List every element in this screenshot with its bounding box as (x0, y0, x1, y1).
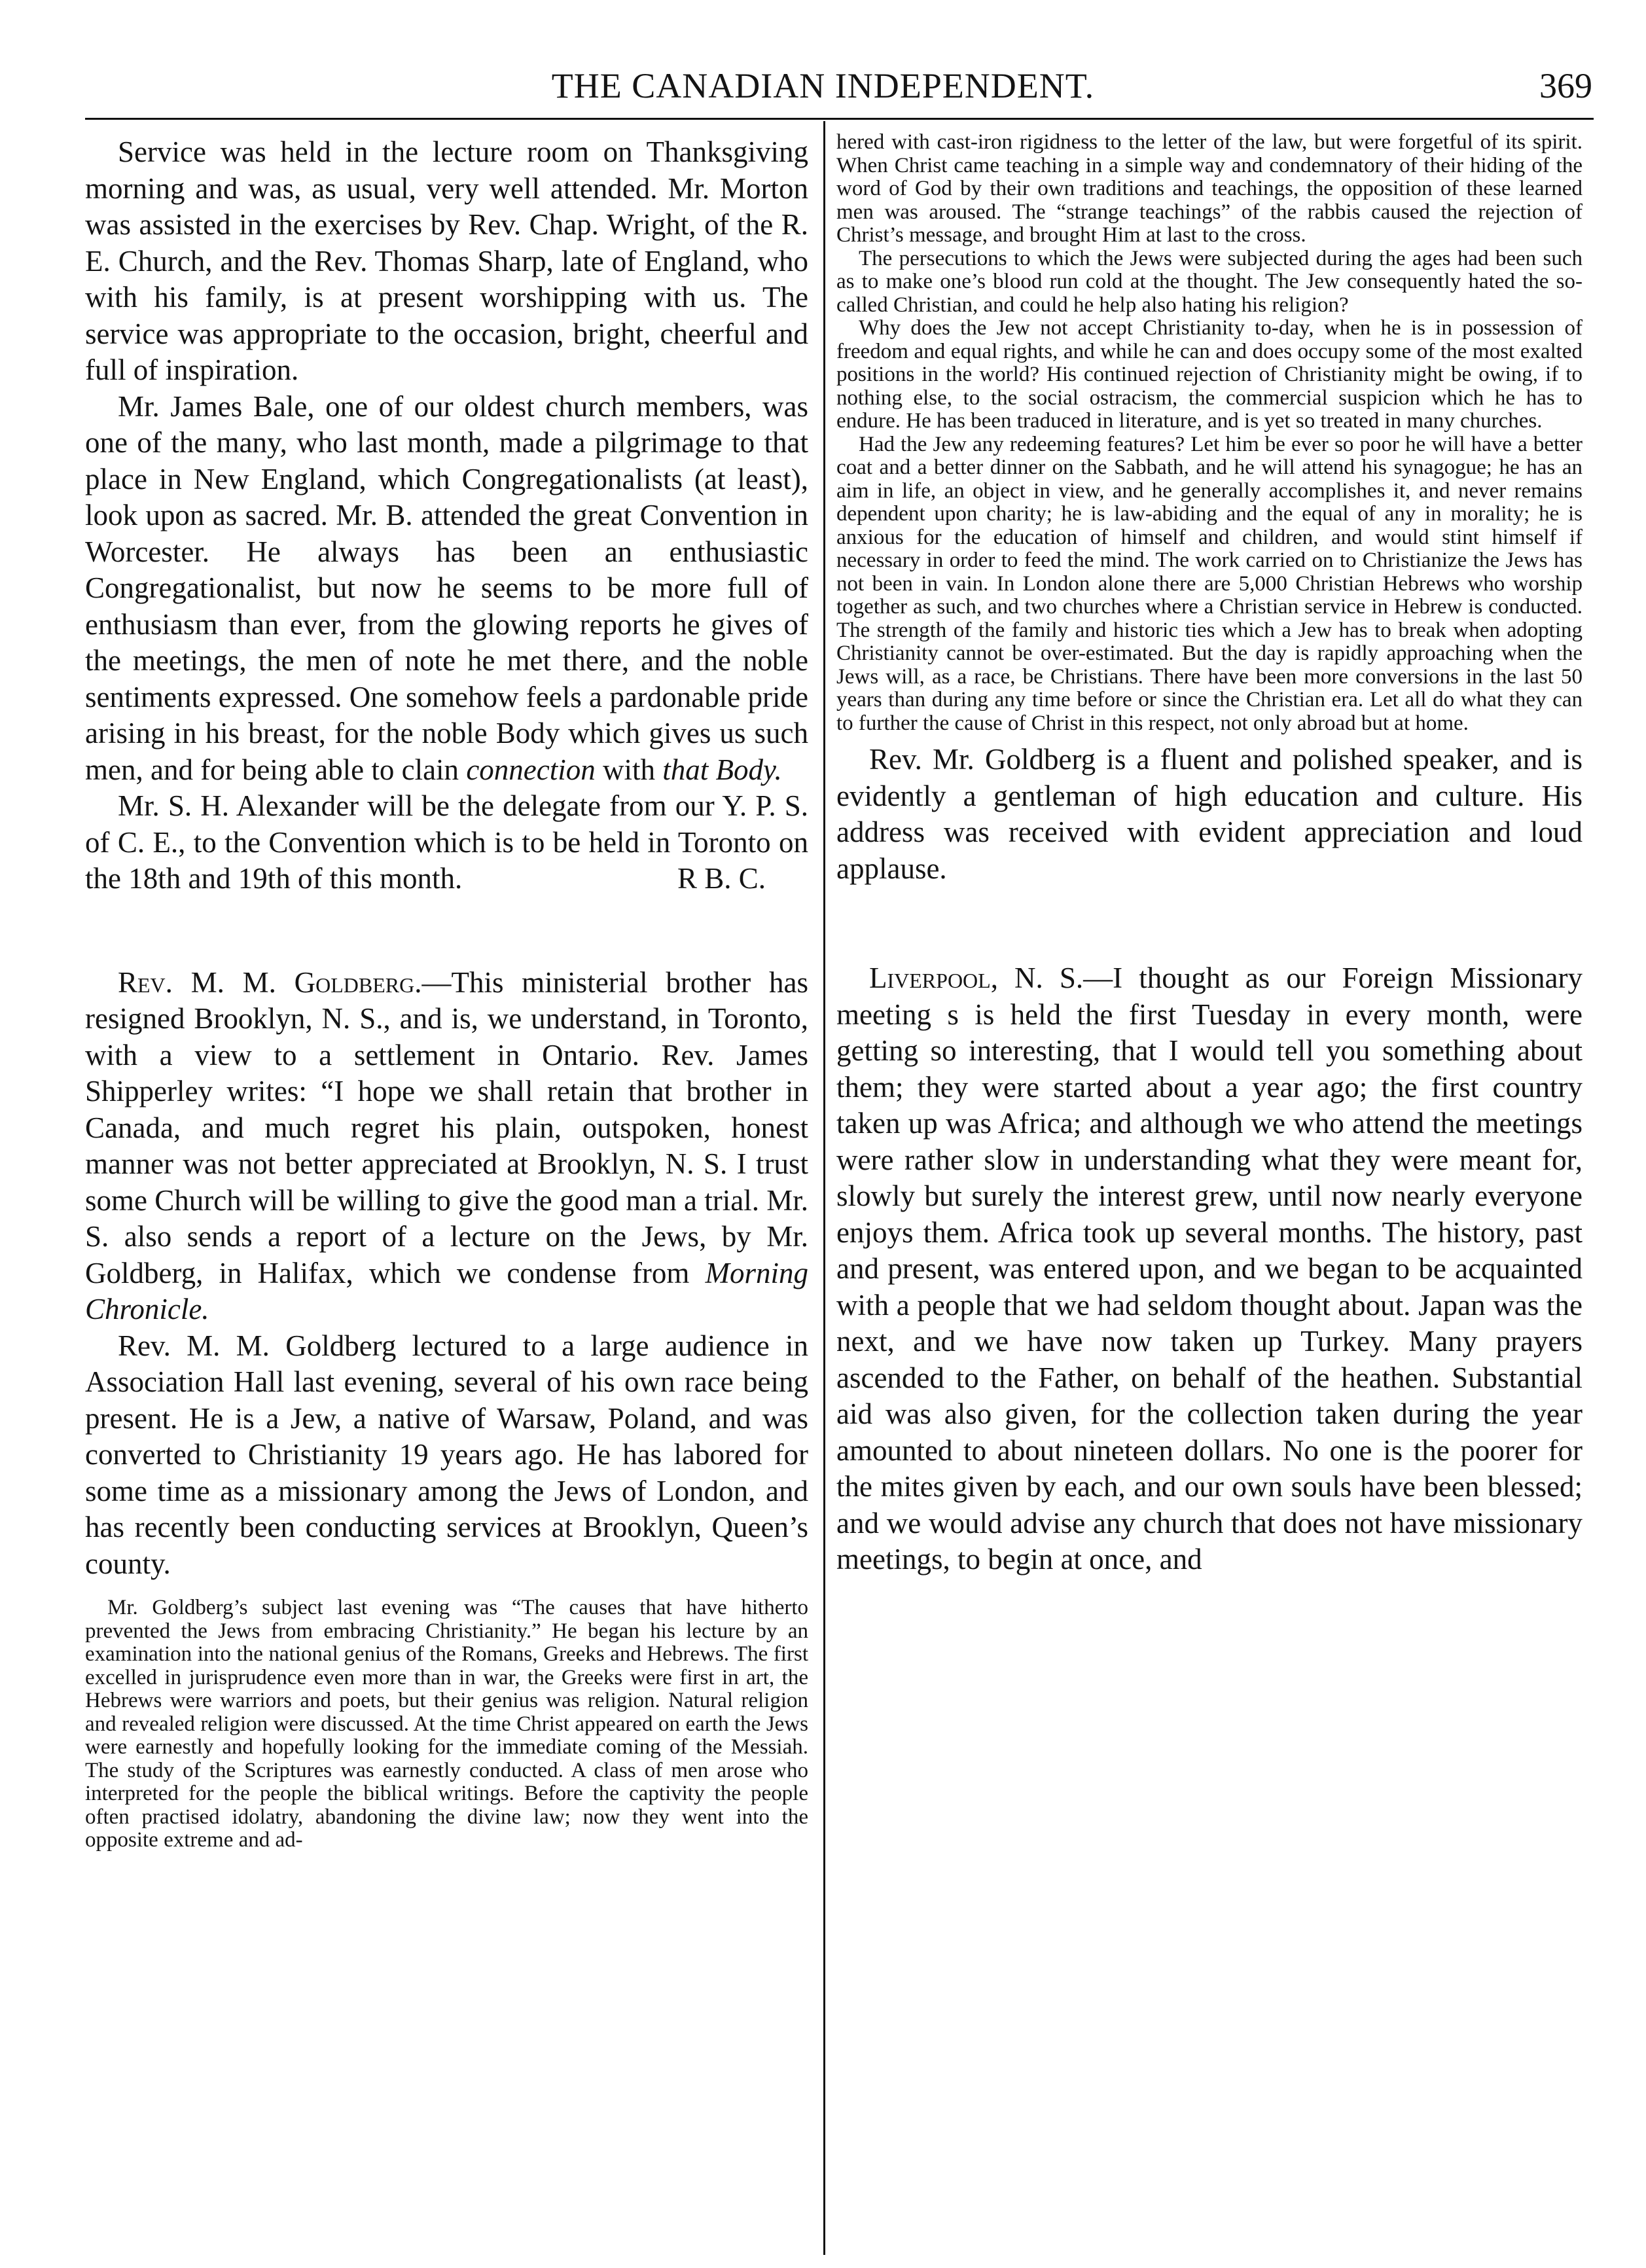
section-gap (836, 735, 1583, 742)
bale-paragraph-italic-2: that Body. (662, 753, 782, 786)
rejection-paragraph: Why does the Jew not accept Christianity to-day, when he is in possession of freedom and equal rights, and while he can and does occupy some of the most exalted positions in the world? His continued rejection of Christianity might be owing, if to nothing else, to the social ostracism, the commercial suspicion which he has to endure. He has been traduced in literature, and is yet so treated in many churches. (836, 316, 1583, 433)
running-header-title: THE CANADIAN INDEPENDENT. (551, 66, 1095, 105)
left-column (85, 134, 808, 1852)
signature: R B. C. (677, 862, 766, 895)
liverpool-paragraph (836, 960, 1583, 1578)
section-gap (836, 887, 1583, 960)
chronicle-title: Morning Chronicle. (85, 1256, 809, 1325)
liverpool-heading: Liverpool, N. S. (869, 962, 1084, 994)
header-rule (85, 118, 1594, 120)
thanksgiving-paragraph: Service was held in the lecture room on Thanksgiving morning and was, as usual, very well attended. Mr. Morton was assisted in the exercises by Rev. Chap. Wright, of the R. E. Church, and the Rev. Thomas Sharp, late of England, who with his family, is at present worshipping with us. The service was appropriate to the occasion, bright, cheerful and full of inspiration. (85, 135, 808, 386)
goldberg-heading: Rev. M. M. Goldberg. (118, 965, 422, 999)
bale-paragraph (85, 389, 808, 789)
lecture-continued-paragraph: hered with cast-iron rigidness to the letter of the law, but were forgetful of its spirit. When Christ came teaching in a simple way and condemnatory of their hiding of the word of God by their own traditions and teachings, the opposition of these learned men was aroused. The “strange teachings” of the rabbis caused the rejection of Christ’s message, and brought Him at last to the cross. (836, 130, 1583, 247)
section-gap (85, 1582, 808, 1596)
persecution-paragraph: The persecutions to which the Jews were subjected during the ages had been such as to make one’s blood run cold at the thought. The Jew consequently hated the so-called Christian, and could he help also hating his religion? (836, 246, 1583, 317)
liverpool-text: —I thought as our Foreign Missionary meeting s is held the first Tuesday in every month, were getting so interesting, that I would tell you something about them; they were started about a year ago; the first country taken up was Africa; and although we who attend the meetings were rather slow in understanding what they were meant for, slowly but surely the interest grew, until now nearly everyone enjoys them. Africa took up several months. The history, past and present, was entered upon, and we began to be acquainted with a people that we had seldom thought about. Japan was the next, and we have now taken up Turkey. Many prayers ascended to the Father, on behalf of the heathen. Substantial aid was also given, for the collection taken during the year amounted to about nineteen dollars. No one is the poorer for the mites given by each, and our own souls have been blessed; and we would advise any church that does not have missionary meetings, to begin at once, and (836, 962, 1583, 1575)
lecture-paragraph: Rev. M. M. Goldberg lectured to a large audience in Association Hall last evening, several of his own race being present. He is a Jew, a native of Warsaw, Poland, and was converted to Christianity 19 years ago. He has labored for some time as a missionary among the Jews of London, and has recently been conducting services at Brooklyn, Queen’s county. (85, 1329, 808, 1580)
redeeming-features-paragraph: Had the Jew any redeeming features? Let him be ever so poor he will have a better coat and a better dinner on the Sabbath, and he will attend his synagogue; he has an aim in life, an object in view, and he generally accomplishes it, and never remains dependent upon charity; he is law-abiding and the equal of any in morality; he is anxious for the education of himself and children, and would stint himself if necessary in order to feed the mind. The work carried on to Christianize the Jews has not been in vain. In London alone there are 5,000 Christian Hebrews who worship together as such, and two churches where a Christian service in Hebrew is conducted. The strength of the family and historic ties which a Jew has to break when adopting Christianity cannot be over-estimated. But the day is rapidly approaching when the Jews will, as a race, be Christians. There have been more conversions in the last 50 years than during any time before or since the Christian era. Let all do what they can to further the cause of Christ in this respect, not only abroad but at home. (836, 432, 1583, 735)
page-number: 369 (1539, 66, 1592, 105)
goldberg-paragraph (85, 965, 808, 1328)
right-column (836, 131, 1583, 1578)
alexander-paragraph: Mr. S. H. Alexander will be the delegate from our Y. P. S. of C. E., to the Convention which is to be held in Toronto on the 18th and 19th of this month. (85, 789, 808, 895)
lecture-report-paragraph: Mr. Goldberg’s subject last evening was “The causes that have hitherto prevented the Jews from embracing Christianity.” He began his lecture by an examination into the national genius of the Romans, Greeks and Hebrews. The first excelled in jurisprudence even more than in war, the Greeks were first in art, the Hebrews were warriors and poets, but their genius was religion. Natural religion and revealed religion were discussed. At the time Christ appeared on earth the Jews were earnestly and hopefully looking for the immediate coming of the Messiah. The study of the Scriptures was earnestly conducted. A class of men arose who interpreted for the people the biblical writings. Before the captivity the people often practised idolatry, abandoning the divine law; now they went into the opposite extreme and ad- (85, 1596, 808, 1852)
goldberg-speaker-paragraph: Rev. Mr. Goldberg is a fluent and polished speaker, and is evidently a gentleman of high education and culture. His address was received with evident appreciation and loud applause. (836, 743, 1583, 885)
bale-paragraph-italic-1: connection (466, 753, 596, 786)
column-divider (823, 121, 825, 2255)
bale-paragraph-text: Mr. James Bale, one of our oldest church members, was one of the many, who last month, made a pilgrimage to that place in New England, which Congregationalists (at least), look upon as sacred. Mr. B. attended the great Convention in Worcester. He always has been an enthusiastic Congregationalist, but now he seems to be more full of enthusiasm than ever, from the glowing reports he gives of the meetings, the men of note he met there, and the noble sentiments expressed. One somehow feels a pardonable pride arising in his breast, for the noble Body which gives us such men, and for being able to clain (85, 389, 808, 786)
bale-paragraph-mid: with (603, 753, 656, 786)
section-gap (85, 897, 808, 965)
goldberg-text: —This ministerial brother has resigned Brooklyn, N. S., and is, we understand, in Toronto, with a view to a settlement in Ontario. Rev. James Shipperley writes: “I hope we shall retain that brother in Canada, and much regret his plain, outspoken, honest manner was not better appreciated at Brooklyn, N. S. I trust some Church will be willing to give the good man a trial. Mr. S. also sends a report of a lecture on the Jews, by Mr. Goldberg, in Halifax, which we condense from (85, 965, 808, 1289)
